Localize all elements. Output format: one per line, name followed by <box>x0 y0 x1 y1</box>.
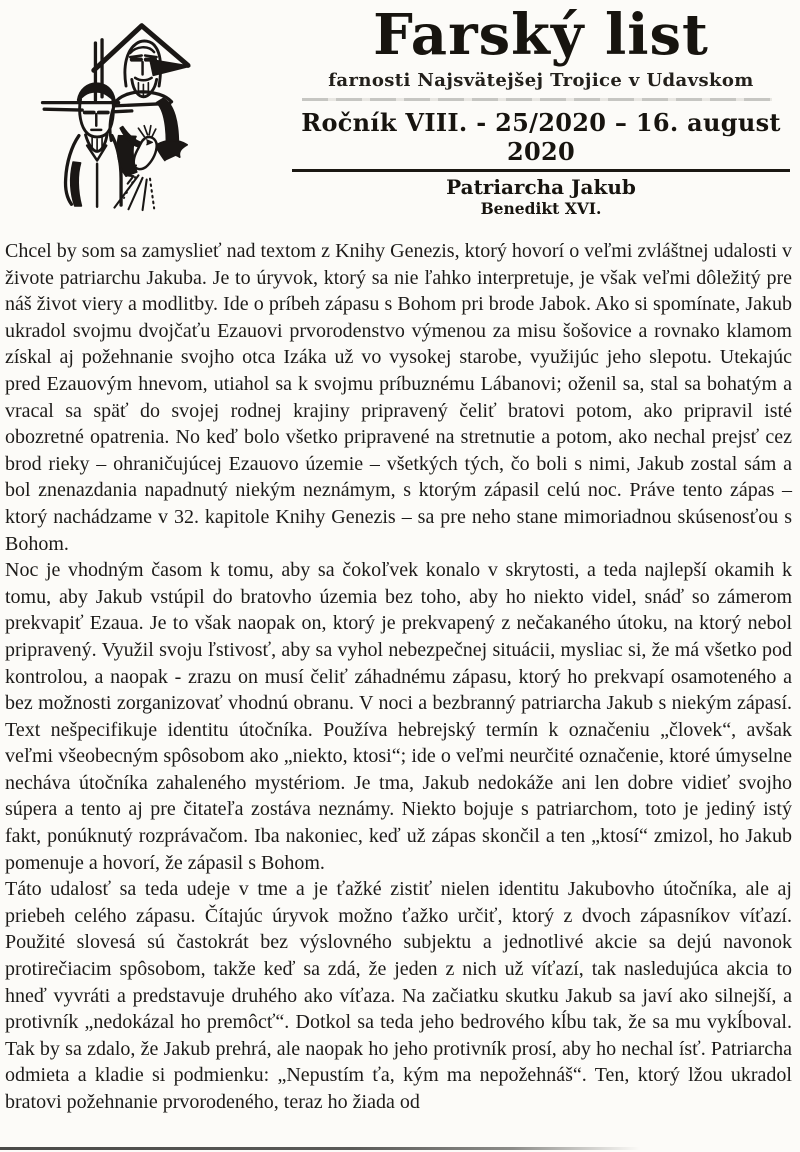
page-bottom-rule <box>0 1147 640 1150</box>
newsletter-title: Farský list <box>373 2 709 68</box>
scan-streak-line <box>302 98 772 101</box>
holy-trinity-icon <box>26 2 274 228</box>
article-paragraph-2: Noc je vhodným časom k tomu, aby sa čokoľvek konalo v skrytosti, a teda najlepší okamih k tomu, aby Jakub vstúpil do bratovho územia bez toho, aby ho niekto videl, snáď so zámerom prekvapiť Ezaua. Je to však naopak on, ktorý je prekvapený z nečakaného útoku, na ktorý nebol pripravený. Využil svoju ľstivosť, aby sa vyhol nebezpečnej situácii, mysliac si, že má všetko pod kontrolou, a naopak - zrazu on musí čeliť záhadnému zápasu, ktorý ho prekvapí osamoteného a bez možnosti zorganizovať vhodnú obranu. V noci a bezbranný patriarcha Jakub s niekým zápasí. Text nešpecifikuje identitu útočníka. Používa hebrejský termín k označeniu „človek“, avšak veľmi všeobecným spôsobom ako „niekto, ktosi“; ide o veľmi neurčité označenie, ktoré úmyselne necháva útočníka zahaleného mystériom. Je tma, Jakub nedokáže ani len dobre vidieť svojho súpera a tento aj pre čitateľa zostáva neznámy. Niekto bojuje s patriarchom, toto je jediný istý fakt, ponúknutý rozprávačom. Iba nakoniec, keď už zápas skončil a ten „ktosí“ zmizol, ho Jakub pomenuje a hovorí, že zápasil s Bohom. <box>5 559 792 874</box>
article-author: Benedikt XVI. <box>480 199 602 218</box>
article-header <box>292 176 790 218</box>
masthead-right <box>292 4 790 172</box>
article-paragraph-3: Táto udalosť sa teda udeje v tme a je ťažké zistiť nielen identitu Jakubovho útočníka, ale aj priebeh celého zápasu. Čítajúc úryvok možno ťažko určiť, ktorý z dvoch zápasníkov víťazí. Použité slovesá sú častokrát bez výslovného subjektu a jednotlivé akcie sa dejú navonok protirečiacim spôsobom, takže keď sa zdá, že jeden z nich už víťazí, tak nasledujúca akcia to hneď vyvráti a predstavuje druhého ako víťaza. Na začiatku skutku Jakub sa javí ako silnejší, a protivník „nedokázal ho premôcť“. Dotkol sa teda jeho bedrového kĺbu tak, že sa mu vykĺboval. Tak by sa zdalo, že Jakub prehrá, ale naopak ho jeho protivník prosí, aby ho nechal ísť. Patriarcha odmieta a kladie si podmienku: „Nepustím ťa, kým ma nepožehnáš“. Ten, ktorý lžou ukradol bratovi požehnanie prvorodeného, teraz ho žiada od <box>5 878 792 1113</box>
article-body <box>5 238 792 1116</box>
article-paragraph-1: Chcel by som sa zamyslieť nad textom z Knihy Genezis, ktorý hovorí o veľmi zvláštnej udalosti v živote patriarchu Jakuba. Je to úryvok, ktorý sa nie ľahko interpretuje, je však veľmi dôležitý pre náš život viery a modlitby. Ide o príbeh zápasu s Bohom pri brode Jabok. Ako si spomínate, Jakub ukradol svojmu dvojčaťu Ezauovi prvorodenstvo výmenou za misu šošovice a rovnako klamom získal aj požehnanie svojho otca Izáka už vo vysokej starobe, využijúc jeho slepotu. Utekajúc pred Ezauovým hnevom, utiahol sa k svojmu príbuznému Lábanovi; oženil sa, stal sa bohatým a vracal sa späť do svojej rodnej krajiny pripravený čeliť bratovi potom, ako pripravil isté obozretné opatrenia. No keď bolo všetko pripravené na stretnutie a potom, ako nechal prejsť cez brod rieky – ohraničujúcej Ezauovo územie – všetkých tých, čo boli s nimi, Jakub zostal sám a bol znenazdania napadnutý niekým neznámym, s ktorým zápasil celú noc. Práve tento zápas – ktorý nachádzame v 32. kapitole Knihy Genezis – sa pre neho stane mimoriadnou skúsenosťou s Bohom. <box>5 240 792 555</box>
newsletter-subtitle: farnosti Najsvätejšej Trojice v Udavskom <box>328 70 754 91</box>
holy-trinity-logo <box>26 2 274 228</box>
article-title: Patriarcha Jakub <box>446 175 636 199</box>
issue-line: Ročník VIII. - 25/2020 – 16. august 2020 <box>292 108 790 172</box>
